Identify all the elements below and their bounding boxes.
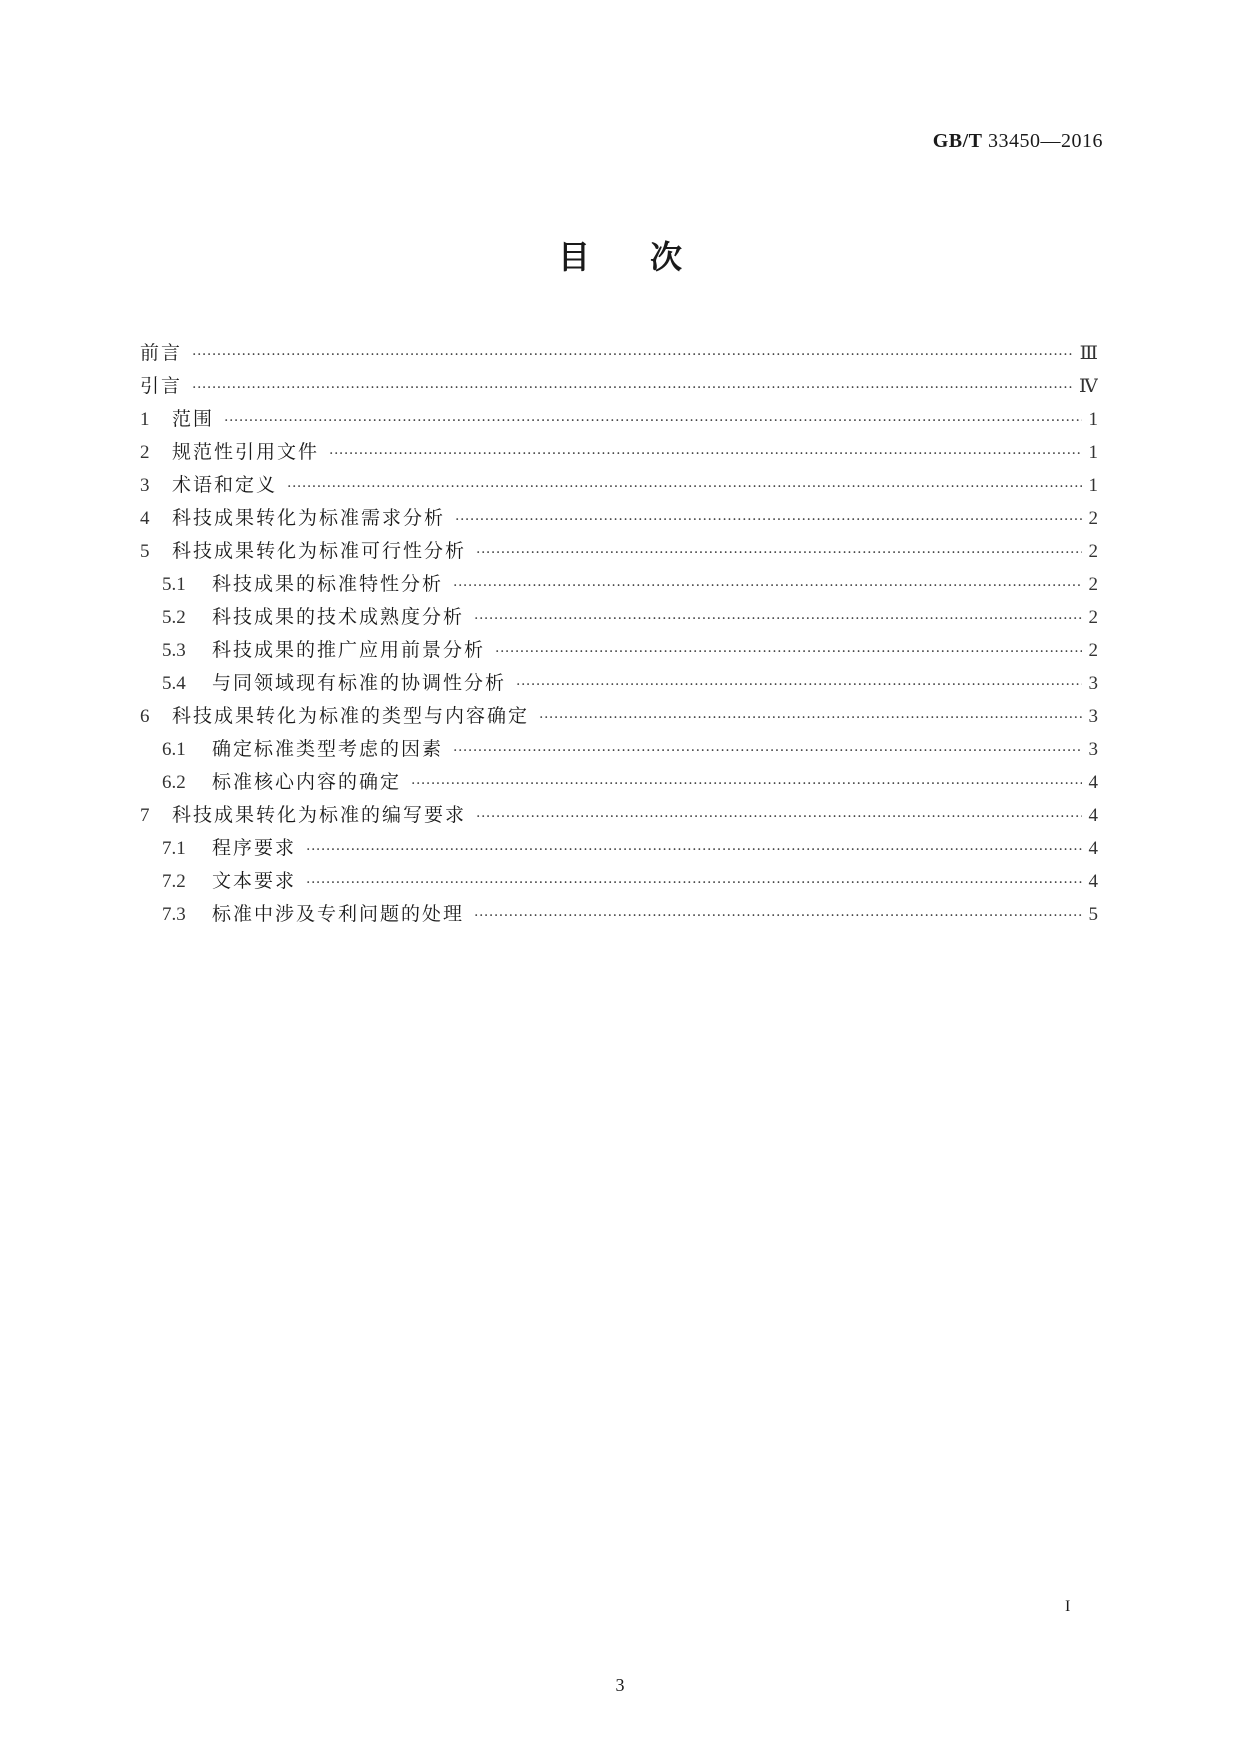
toc-entry-page: 2 (1088, 574, 1098, 595)
toc-leader-dots (411, 776, 1082, 792)
toc-leader-dots (192, 380, 1073, 396)
standard-code (933, 130, 1103, 153)
toc-entry-number: 5.3 (162, 640, 186, 661)
toc-entry[interactable] (140, 503, 1098, 536)
page-number: 3 (615, 1675, 625, 1695)
toc-entry-title: 科技成果转化为标准的类型与内容确定 (172, 705, 530, 727)
toc-leader-dots (516, 677, 1082, 693)
toc-entry-title: 引言 (140, 375, 183, 397)
toc-entry-page: 4 (1088, 838, 1098, 859)
toc-entry-number: 6.1 (162, 739, 186, 760)
toc-entry-title: 科技成果转化为标准需求分析 (172, 507, 446, 529)
toc-entry-page: 4 (1088, 772, 1098, 793)
toc-entry[interactable] (140, 338, 1098, 371)
page-title: 目次 (557, 238, 742, 276)
toc-leader-dots (539, 710, 1082, 726)
standard-number: 33450—2016 (988, 130, 1103, 152)
toc-entry[interactable] (140, 635, 1098, 668)
toc-entry-number: 7.1 (162, 838, 186, 859)
toc-entry[interactable] (140, 404, 1098, 437)
toc-leader-dots (453, 743, 1082, 759)
toc-entry-title: 科技成果转化为标准可行性分析 (172, 540, 467, 562)
toc-entry-title: 科技成果的推广应用前景分析 (212, 639, 486, 661)
toc-entry-page: 2 (1088, 541, 1098, 562)
toc-entry-page: 2 (1088, 640, 1098, 661)
toc-entry[interactable] (140, 800, 1098, 833)
toc-entry-number: 2 (140, 442, 150, 463)
toc-leader-dots (329, 446, 1082, 462)
toc-entry[interactable] (140, 899, 1098, 932)
toc-leader-dots (306, 875, 1082, 891)
toc-entry-number: 7.2 (162, 871, 186, 892)
toc-entry[interactable] (140, 371, 1098, 404)
toc-entry-number: 5 (140, 541, 150, 562)
toc-entry-title: 科技成果转化为标准的编写要求 (172, 804, 467, 826)
toc-entry-title: 确定标准类型考虑的因素 (212, 738, 444, 760)
toc-leader-dots (192, 347, 1074, 363)
toc-entry-page: 5 (1088, 904, 1098, 925)
toc-entry-page: 4 (1088, 805, 1098, 826)
toc-entry-title: 科技成果的技术成熟度分析 (212, 606, 465, 628)
toc-leader-dots (455, 512, 1082, 528)
toc-entry-number: 3 (140, 475, 150, 496)
toc-entry-page: 1 (1088, 475, 1098, 496)
toc-leader-dots (306, 842, 1082, 858)
toc-entry[interactable] (140, 569, 1098, 602)
toc-entry-number: 5.4 (162, 673, 186, 694)
toc-entry[interactable] (140, 437, 1098, 470)
toc-entry-page: 3 (1088, 739, 1098, 760)
toc-entry-number: 4 (140, 508, 150, 529)
toc-entry-page: 1 (1088, 409, 1098, 430)
standard-prefix: GB/T (932, 130, 983, 152)
toc-entry-title: 标准中涉及专利问题的处理 (212, 903, 465, 925)
toc-entry-number: 5.2 (162, 607, 186, 628)
toc-entry[interactable] (140, 470, 1098, 503)
toc-leader-dots (224, 413, 1082, 429)
toc-entry-page: Ⅳ (1079, 376, 1098, 397)
toc-leader-dots (287, 479, 1082, 495)
toc-entry-title: 术语和定义 (172, 474, 278, 496)
toc-entry[interactable] (140, 866, 1098, 899)
toc-entry-title: 程序要求 (212, 837, 297, 859)
toc-entry-page: 1 (1088, 442, 1098, 463)
toc-entry[interactable] (140, 701, 1098, 734)
toc-entry-number: 5.1 (162, 574, 186, 595)
toc-entry-number: 7.3 (162, 904, 186, 925)
toc-leader-dots (476, 545, 1082, 561)
toc-leader-dots (474, 908, 1082, 924)
toc-entry-number: 1 (140, 409, 150, 430)
toc-entry-title: 标准核心内容的确定 (212, 771, 402, 793)
toc-entry[interactable] (140, 536, 1098, 569)
toc-entry-number: 6.2 (162, 772, 186, 793)
toc-entry-page: 2 (1088, 508, 1098, 529)
toc-entry-title: 前言 (140, 342, 183, 364)
toc-entry-page: 2 (1088, 607, 1098, 628)
toc-entry-title: 与同领域现有标准的协调性分析 (212, 672, 507, 694)
toc-entry-number: 7 (140, 805, 150, 826)
roman-page-number: I (1065, 1598, 1071, 1615)
toc-entry[interactable] (140, 602, 1098, 635)
toc-entry-page: 4 (1088, 871, 1098, 892)
toc-entry-number: 6 (140, 706, 150, 727)
toc-entry[interactable] (140, 767, 1098, 800)
toc-entry[interactable] (140, 833, 1098, 866)
toc-entry-page: 3 (1088, 673, 1098, 694)
toc-entry-title: 范围 (172, 408, 215, 430)
toc-entry-page: Ⅲ (1079, 343, 1098, 364)
toc-entry[interactable] (140, 668, 1098, 701)
toc-entry[interactable] (140, 734, 1098, 767)
toc-entry-page: 3 (1088, 706, 1098, 727)
toc-entry-title: 科技成果的标准特性分析 (212, 573, 444, 595)
toc-leader-dots (453, 578, 1082, 594)
toc-leader-dots (476, 809, 1082, 825)
toc-entry-title: 规范性引用文件 (172, 441, 320, 463)
toc-entry-title: 文本要求 (212, 870, 297, 892)
table-of-contents (140, 338, 1098, 932)
toc-leader-dots (495, 644, 1082, 660)
toc-leader-dots (474, 611, 1082, 627)
